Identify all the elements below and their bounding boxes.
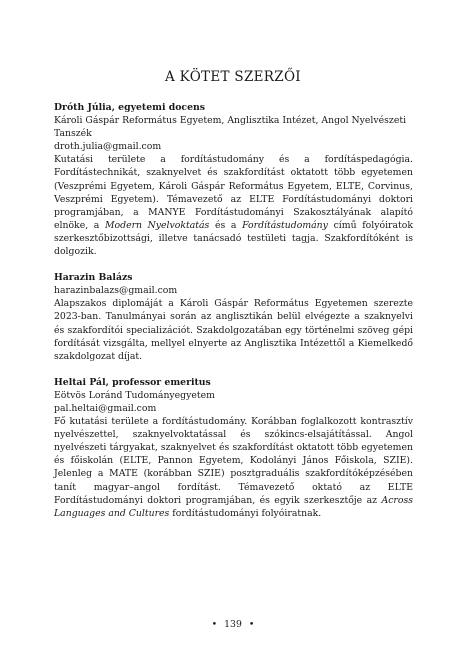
page-footer (0, 619, 466, 630)
author-name: Heltai Pál, professor emeritus (54, 376, 211, 388)
page-title: A KÖTET SZERZŐI (165, 69, 301, 85)
author-affiliation: Károli Gáspár Református Egyetem, Anglisztika Intézet, Angol Nyelvészeti Tanszék (54, 115, 407, 140)
author-affiliation: Eötvös Loránd Tudományegyetem (54, 389, 215, 401)
author-name: Dróth Júlia, egyetemi docens (54, 102, 205, 113)
footer-bullet-right: • (248, 619, 255, 630)
author-entry (54, 271, 413, 363)
author-name: Harazin Balázs (54, 272, 133, 284)
author-entry (54, 376, 413, 520)
author-entry (54, 101, 413, 258)
author-email: pal.heltai@gmail.com (54, 402, 157, 414)
author-bio: Alapszakos diplomáját a Károli Gáspár Református Egyetemen szerezte 2023-ban. Tanulmányai során az anglisztikán belül elvégezte a szaknyelvi és szakfordítói specializációt. Szakdolgozatában egy történelmi szöveg gépi fordítását vizsgálta, mellyel elnyerte az Anglisztika Intézettől a Kiemelkedő szakdolgozat díjat. (54, 298, 413, 362)
authors-list (54, 101, 413, 533)
author-bio: Kutatási területe a fordítástudomány és a fordításpedagógia. Fordítástechnikát, szaknyelvet és szakfordítást oktatott több egyetemen (Veszprémi Egyetem, Károli Gáspár Református Egyetem, ELTE, Corvinus, Veszprémi Egyetem). Témavezető az ELTE Fordítástudományi doktori programjában, a MANYE Fordítástudományi Szakosztályának alapító elnöke, a Modern Nyelvoktatás és a Fordítástudomány című folyóiratok szerkesztőbizottsági, illetve tanácsadó testületi tagja. Szakfordítóként is dolgozik. (54, 154, 413, 258)
author-email: droth.julia@gmail.com (54, 141, 162, 153)
author-email: harazinbalazs@gmail.com (54, 285, 178, 297)
author-bio: Fő kutatási területe a fordítástudomány. Korábban foglalkozott kontrasztív nyelvészettel, szaknyelvoktatással és szókincs-elsajátítással. Angol nyelvészeti tárgyakat, szaknyelvet és szakfordítást oktatott több egyetemen és főiskolán (ELTE, Pannon Egyetem, Kodolányi János Főiskola, SZIE). Jelenleg a MATE (korábban SZIE) posztgraduális szakfordítóképzésében tanít magyar–angol fordítást. Témavezető oktató az ELTE Fordítástudományi doktori programjában, és egyik szerkesztője az Across Languages and Cultures fordítástudományi folyóiratnak. (54, 416, 413, 519)
footer-bullet-left: • (211, 619, 218, 630)
page-number: 139 (224, 619, 242, 630)
